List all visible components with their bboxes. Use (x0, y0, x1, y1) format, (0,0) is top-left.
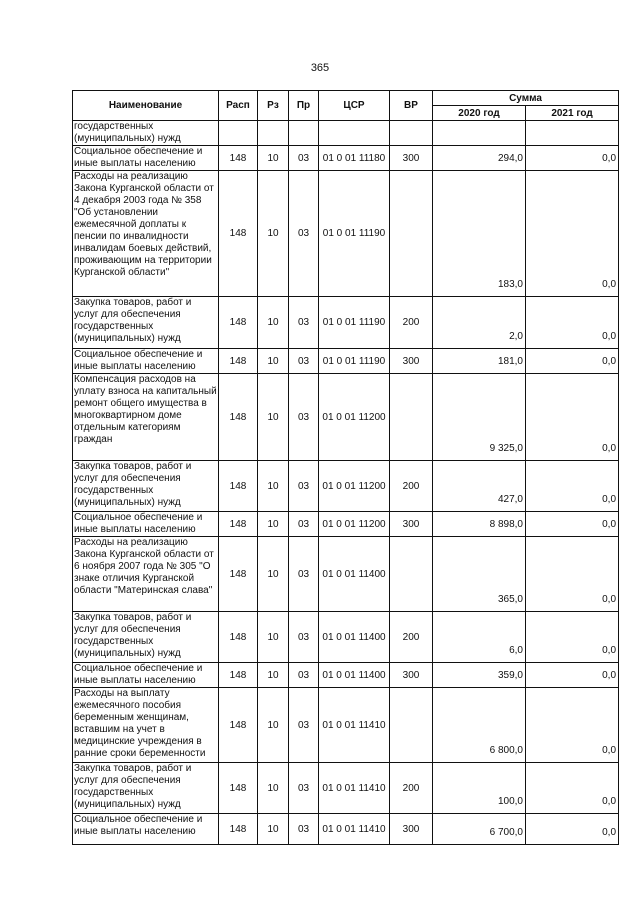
row-rz: 10 (258, 349, 289, 374)
row-amount-2020: 6 800,0 (433, 688, 526, 763)
row-rz: 10 (258, 171, 289, 297)
row-amount-2021: 0,0 (526, 537, 619, 612)
table-row (73, 663, 619, 688)
row-rz: 10 (258, 814, 289, 845)
header-year-2020: 2020 год (433, 106, 526, 121)
page-number: 365 (310, 62, 330, 74)
row-pr: 03 (289, 688, 319, 763)
row-csr: 01 0 01 11200 (319, 374, 390, 461)
row-amount-2021: 0,0 (526, 461, 619, 512)
row-amount-2021: 0,0 (526, 763, 619, 814)
header-vr: ВР (390, 91, 433, 121)
row-csr: 01 0 01 11410 (319, 763, 390, 814)
row-csr: 01 0 01 11190 (319, 349, 390, 374)
row-amount-2020: 2,0 (433, 297, 526, 349)
row-rz: 10 (258, 374, 289, 461)
row-amount-2021: 0,0 (526, 814, 619, 845)
table-row (73, 461, 619, 512)
header-name: Наименование (73, 91, 219, 121)
row-csr (319, 121, 390, 146)
row-pr: 03 (289, 146, 319, 171)
table-row (73, 374, 619, 461)
table-row (73, 688, 619, 763)
table-row (73, 512, 619, 537)
row-rz: 10 (258, 512, 289, 537)
row-pr: 03 (289, 461, 319, 512)
table-row (73, 814, 619, 845)
table-row (73, 171, 619, 297)
row-vr (390, 121, 433, 146)
table-row (73, 121, 619, 146)
row-name: Расходы на выплату ежемесячного пособия беременным женщинам, вставшим на учет в медицинские учреждения в ранние сроки беременности (73, 688, 219, 763)
header-sum: Сумма (433, 91, 619, 106)
row-name: Расходы на реализацию Закона Курганской области от 6 ноября 2007 года № 305 "О знаке отличия Курганской области "Материнская слава" (73, 537, 219, 612)
row-pr: 03 (289, 814, 319, 845)
table-row (73, 612, 619, 663)
row-rz: 10 (258, 688, 289, 763)
table-row (73, 146, 619, 171)
row-rz: 10 (258, 461, 289, 512)
row-name: Социальное обеспечение и иные выплаты населению (73, 814, 219, 845)
row-pr: 03 (289, 374, 319, 461)
row-rasp (219, 121, 258, 146)
table-body (73, 121, 619, 845)
header-rasp: Расп (219, 91, 258, 121)
row-rasp: 148 (219, 146, 258, 171)
row-rz: 10 (258, 146, 289, 171)
row-amount-2021: 0,0 (526, 146, 619, 171)
row-pr (289, 121, 319, 146)
row-rz: 10 (258, 537, 289, 612)
header-pr: Пр (289, 91, 319, 121)
row-rasp: 148 (219, 171, 258, 297)
header-rz: Рз (258, 91, 289, 121)
row-pr: 03 (289, 612, 319, 663)
row-amount-2020: 365,0 (433, 537, 526, 612)
row-name: Социальное обеспечение и иные выплаты населению (73, 512, 219, 537)
row-amount-2021: 0,0 (526, 663, 619, 688)
row-rz: 10 (258, 612, 289, 663)
table-row (73, 763, 619, 814)
row-rasp: 148 (219, 374, 258, 461)
row-amount-2020: 181,0 (433, 349, 526, 374)
row-rasp: 148 (219, 814, 258, 845)
row-vr: 300 (390, 146, 433, 171)
row-name: Социальное обеспечение и иные выплаты населению (73, 349, 219, 374)
row-vr: 200 (390, 612, 433, 663)
row-pr: 03 (289, 763, 319, 814)
row-vr (390, 374, 433, 461)
row-amount-2020 (433, 121, 526, 146)
row-vr: 300 (390, 512, 433, 537)
row-amount-2020: 359,0 (433, 663, 526, 688)
row-amount-2021: 0,0 (526, 374, 619, 461)
row-rasp: 148 (219, 349, 258, 374)
row-vr: 300 (390, 349, 433, 374)
row-vr (390, 537, 433, 612)
row-name: Социальное обеспечение и иные выплаты населению (73, 663, 219, 688)
budget-table (72, 90, 619, 845)
row-csr: 01 0 01 11410 (319, 814, 390, 845)
row-rz: 10 (258, 663, 289, 688)
row-csr: 01 0 01 11190 (319, 171, 390, 297)
row-csr: 01 0 01 11410 (319, 688, 390, 763)
row-csr: 01 0 01 11400 (319, 537, 390, 612)
row-name: Закупка товаров, работ и услуг для обеспечения государственных (муниципальных) нужд (73, 763, 219, 814)
row-amount-2020: 427,0 (433, 461, 526, 512)
row-amount-2020: 6,0 (433, 612, 526, 663)
row-pr: 03 (289, 512, 319, 537)
row-amount-2020: 8 898,0 (433, 512, 526, 537)
row-amount-2020: 100,0 (433, 763, 526, 814)
row-rasp: 148 (219, 663, 258, 688)
row-vr (390, 171, 433, 297)
row-pr: 03 (289, 171, 319, 297)
row-amount-2021: 0,0 (526, 612, 619, 663)
header-year-2021: 2021 год (526, 106, 619, 121)
row-rasp: 148 (219, 612, 258, 663)
row-name: Расходы на реализацию Закона Курганской области от 4 декабря 2003 года № 358 "Об установлении ежемесячной доплаты к пенсии по инвалидности инвалидам боевых действий, проживающим на территории Курганской области" (73, 171, 219, 297)
row-csr: 01 0 01 11200 (319, 512, 390, 537)
row-rasp: 148 (219, 297, 258, 349)
row-amount-2021: 0,0 (526, 349, 619, 374)
table-row (73, 537, 619, 612)
row-vr (390, 688, 433, 763)
row-vr: 300 (390, 663, 433, 688)
row-vr: 300 (390, 814, 433, 845)
row-name: государственных (муниципальных) нужд (73, 121, 219, 146)
row-amount-2021: 0,0 (526, 171, 619, 297)
header-csr: ЦСР (319, 91, 390, 121)
row-rz: 10 (258, 297, 289, 349)
table-row (73, 297, 619, 349)
row-rasp: 148 (219, 688, 258, 763)
row-csr: 01 0 01 11190 (319, 297, 390, 349)
row-name: Компенсация расходов на уплату взноса на капитальный ремонт общего имущества в многоквартирном доме отдельным категориям граждан (73, 374, 219, 461)
row-rasp: 148 (219, 512, 258, 537)
row-amount-2021: 0,0 (526, 512, 619, 537)
row-name: Закупка товаров, работ и услуг для обеспечения государственных (муниципальных) нужд (73, 461, 219, 512)
row-csr: 01 0 01 11200 (319, 461, 390, 512)
row-vr: 200 (390, 763, 433, 814)
row-pr: 03 (289, 537, 319, 612)
row-rasp: 148 (219, 537, 258, 612)
row-pr: 03 (289, 297, 319, 349)
row-amount-2020: 294,0 (433, 146, 526, 171)
row-rasp: 148 (219, 461, 258, 512)
row-amount-2021: 0,0 (526, 297, 619, 349)
row-name: Закупка товаров, работ и услуг для обеспечения государственных (муниципальных) нужд (73, 297, 219, 349)
row-pr: 03 (289, 349, 319, 374)
row-csr: 01 0 01 11180 (319, 146, 390, 171)
row-csr: 01 0 01 11400 (319, 663, 390, 688)
row-vr: 200 (390, 297, 433, 349)
row-amount-2020: 183,0 (433, 171, 526, 297)
row-name: Закупка товаров, работ и услуг для обеспечения государственных (муниципальных) нужд (73, 612, 219, 663)
row-vr: 200 (390, 461, 433, 512)
row-rz (258, 121, 289, 146)
row-amount-2021 (526, 121, 619, 146)
row-amount-2020: 9 325,0 (433, 374, 526, 461)
row-amount-2021: 0,0 (526, 688, 619, 763)
row-rz: 10 (258, 763, 289, 814)
row-name: Социальное обеспечение и иные выплаты населению (73, 146, 219, 171)
row-csr: 01 0 01 11400 (319, 612, 390, 663)
row-amount-2020: 6 700,0 (433, 814, 526, 845)
row-rasp: 148 (219, 763, 258, 814)
table-row (73, 349, 619, 374)
row-pr: 03 (289, 663, 319, 688)
